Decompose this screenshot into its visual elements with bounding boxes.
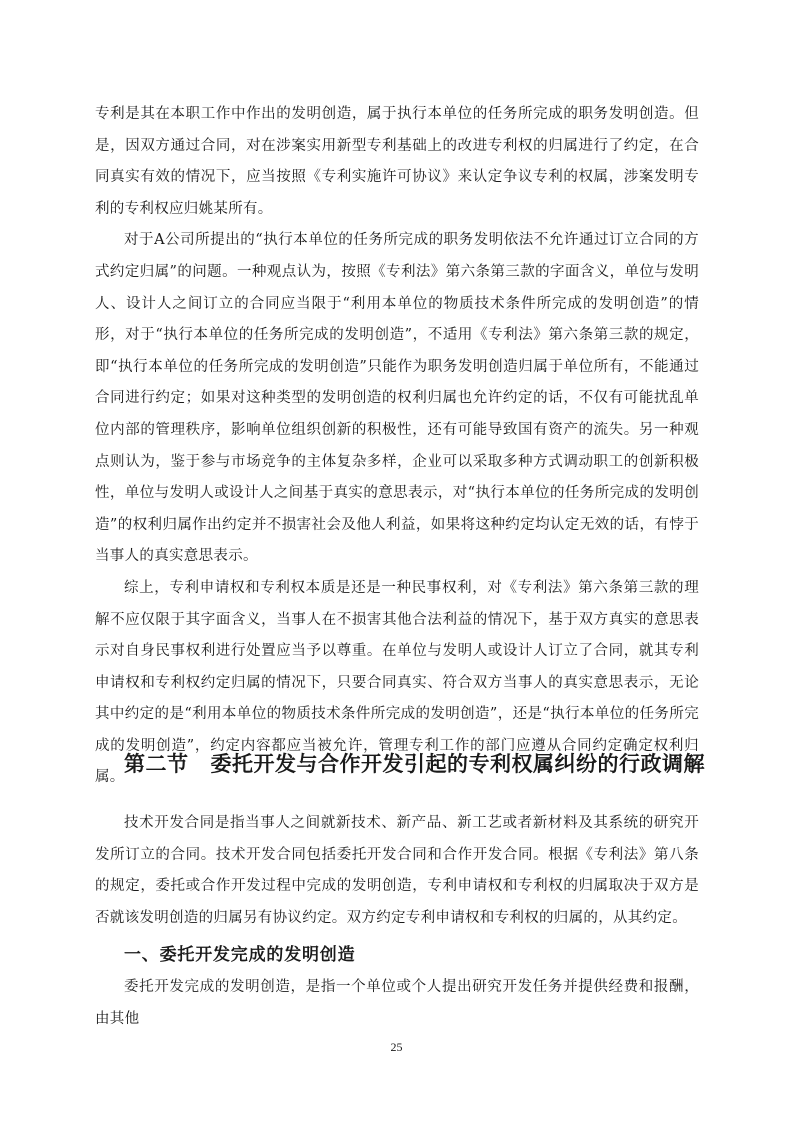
- subsection-heading: 一、委托开发完成的发明创造: [124, 945, 356, 965]
- paragraph-continued: 专利是其在本职工作中作出的发明创造，属于执行本单位的任务所完成的职务发明创造。但是，因双方通过合同，对在涉案实用新型专利基础上的改进专利权的归属进行了约定，在合同真实有效的情况下，应当按照《专利实施许可协议》来认定争议专利的权属，涉案发明专利的专利权应归姚某所有。: [95, 106, 699, 217]
- body-text-section: [95, 808, 699, 934]
- body-text-top: [95, 99, 699, 794]
- paragraph-subsection-intro: 委托开发完成的发明创造，是指一个单位或个人提出研究开发任务并提供经费和报酬，由其他: [95, 979, 699, 1027]
- section-heading: [124, 748, 705, 778]
- paragraph-section-intro: 技术开发合同是指当事人之间就新技术、新产品、新工艺或者新材料及其系统的研究开发所订立的合同。技术开发合同包括委托开发合同和合作开发合同。根据《专利法》第八条的规定，委托或合作开发过程中完成的发明创造，专利申请权和专利权的归属取决于双方是否就该发明创造的归属另有协议约定。双方约定专利申请权和专利权的归属的，从其约定。: [95, 815, 699, 926]
- section-number: 第二节: [124, 752, 189, 776]
- page-number: 25: [390, 1040, 403, 1054]
- body-text-subsection: [95, 972, 699, 1035]
- paragraph-opinions: 对于A公司所提出的“执行本单位的任务所完成的职务发明依法不允许通过订立合同的方式约定归属”的问题。一种观点认为，按照《专利法》第六条第三款的字面含义，单位与发明人、设计人之间订立的合同应当限于“利用本单位的物质技术条件所完成的发明创造”的情形，对于“执行本单位的任务所完成的发明创造”，不适用《专利法》第六条第三款的规定，即“执行本单位的任务所完成的发明创造”只能作为职务发明创造归属于单位所有，不能通过合同进行约定；如果对这种类型的发明创造的权利归属也允许约定的话，不仅有可能扰乱单位内部的管理秩序，影响单位组织创新的积极性，还有可能导致国有资产的流失。另一种观点则认为，鉴于参与市场竞争的主体复杂多样，企业可以采取多种方式调动职工的创新积极性，单位与发明人或设计人之间基于真实的意思表示，对“执行本单位的任务所完成的发明创造”的权利归属作出约定并不损害社会及他人利益，如果将这种约定均认定无效的话，有悖于当事人的真实意思表示。: [95, 232, 699, 565]
- section-title-text: 委托开发与合作开发引起的专利权属纠纷的行政调解: [210, 752, 705, 776]
- paragraph-conclusion: 综上，专利申请权和专利权本质是还是一种民事权利，对《专利法》第六条第三款的理解不应仅限于其字面含义，当事人在不损害其他合法利益的情况下，基于双方真实的意思表示对自身民事权利进行处置应当予以尊重。在单位与发明人或设计人订立了合同，就其专利申请权和专利权约定归属的情况下，只要合同真实、符合双方当事人的真实意思表示，无论其中约定的是“利用本单位的物质技术条件所完成的发明创造”，还是“执行本单位的任务所完成的发明创造”，约定内容都应当被允许，管理专利工作的部门应遵从合同约定确定权利归属。: [95, 579, 699, 786]
